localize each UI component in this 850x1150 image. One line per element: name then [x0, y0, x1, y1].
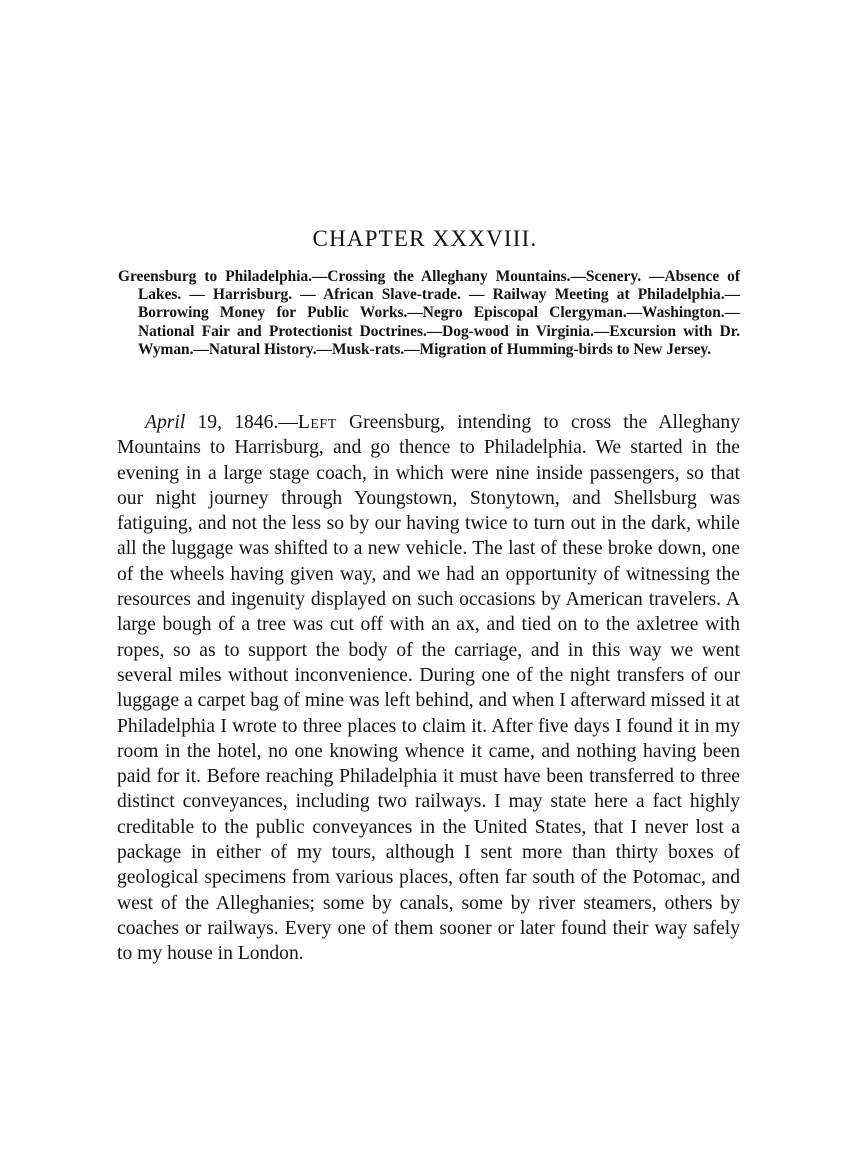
chapter-synopsis: Greensburg to Philadelphia.—Crossing the Alleghany Mountains.—Scenery. —Absence of Lakes. — Harrisburg. — African Slave-trade. — Railway Meeting at Philadelphia.—Borrowing Money for Public Works.—Negro Episcopal Clergyman.—Washington.—National Fair and Protectionist Doctrines.—Dog-wood in Virginia.—Excursion with Dr. Wyman.—Natural History.—Musk-rats.—Migration of Humming-birds to New Jersey. — [118, 268, 740, 358]
opening-word: Left — [297, 412, 337, 433]
dateline-month: April — [145, 412, 186, 433]
chapter-body — [117, 410, 740, 967]
body-paragraph — [117, 410, 740, 967]
chapter-heading: CHAPTER XXXVIII. — [312, 226, 538, 251]
dateline-date: 19, 1846.— — [185, 412, 298, 433]
paragraph-text: Greensburg, intending to cross the Alleghany Mountains to Harrisburg, and go thence to Philadelphia. We started in the evening in a large stage coach, in which were nine inside passengers, so that our night journey through Youngstown, Stonytown, and Shellsburg was fatiguing, and not the less so by our having twice to turn out in the dark, while all the luggage was shifted to a new vehicle. The last of these broke down, one of the wheels having given way, and we had an opportunity of witnessing the resources and ingenuity displayed on such occasions by American travelers. A large bough of a tree was cut off with an ax, and tied on to the axletree with ropes, so as to support the body of the carriage, and in this way we went several miles without inconvenience. During one of the night transfers of our luggage a carpet bag of mine was left behind, and when I afterward missed it at Philadelphia I wrote to three places to claim it. After five days I found it in my room in the hotel, no one knowing whence it came, and nothing having been paid for it. Before reaching Philadelphia it must have been transferred to three distinct conveyances, including two railways. I may state here a fact highly creditable to the public conveyances in the United States, that I never lost a package in either of my tours, although I sent more than thirty boxes of geological specimens from various places, often far south of the Potomac, and west of the Alleghanies; some by canals, some by river steamers, others by coaches or railways. Every one of them sooner or later found their way safely to my house in London. — [117, 412, 740, 965]
